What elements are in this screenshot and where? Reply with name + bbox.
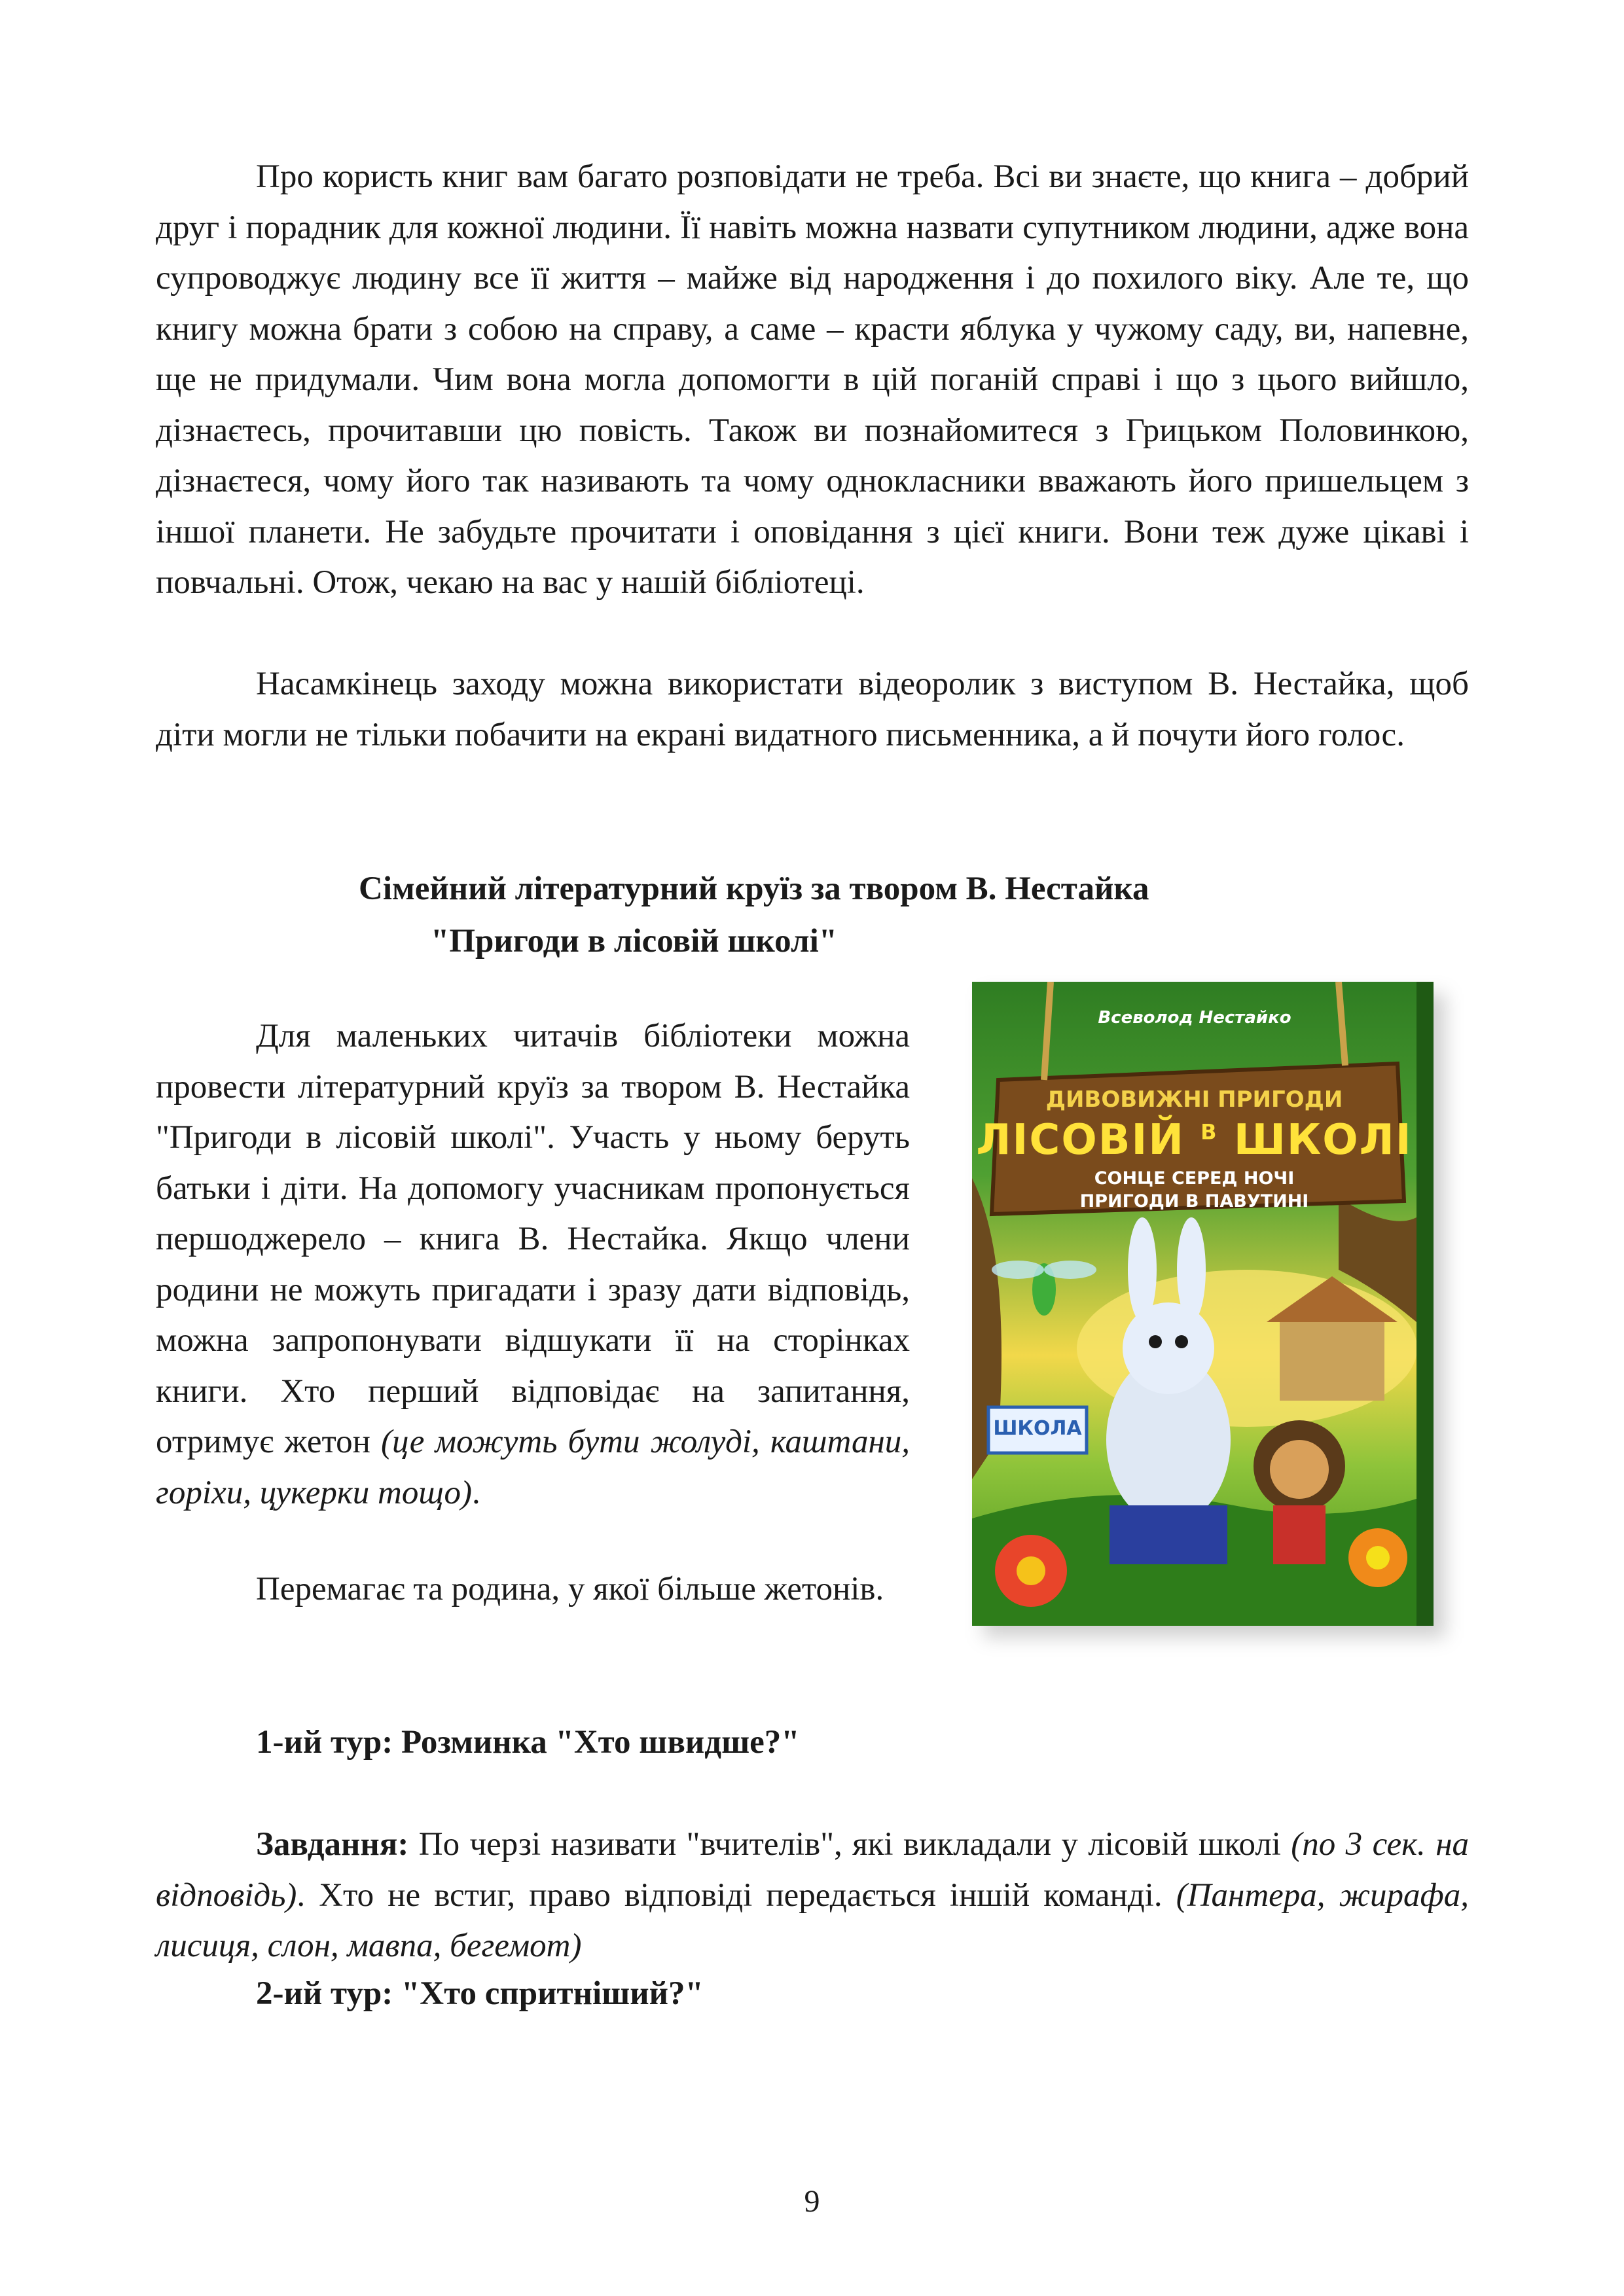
cruise-text: Для маленьких читачів бібліотеки можна провести літературний круїз за твором В. Нестайка "Пригоди в лісовій школі". Участь у ньому беруть батьки і діти. На допомогу учасникам пропонується першоджерело – книга В. Нестайка. Якщо члени родини не можуть пригадати і зразу дати відповідь, можна запропонувати відшукати її на сторінках книги. Хто перший відповідає на запитання, отримує жетон (156, 1018, 910, 1460)
task-italic2: (Пантера, жирафа, лисиця, слон, мавпа, бегемот) (156, 1876, 1469, 1964)
cruise-paragraph (156, 1011, 910, 1518)
task-text1: По черзі називати "вчителів", які викладали у лісовій школі (408, 1826, 1291, 1863)
book-cover-image (972, 982, 1434, 1626)
section-subtitle: "Пригоди в лісовій школі" (431, 923, 838, 960)
cover-title-main (972, 1116, 1416, 1164)
video-paragraph: Насамкінець заходу можна використати відеоролик з виступом В. Нестайка, щоб діти могли не тільки побачити на екрані видатного письменника, а й почути його голос. (156, 666, 1469, 753)
cover-title-top: ДИВОВИЖНІ ПРИГОДИ (1045, 1086, 1343, 1113)
tour2-title: -ий тур: (272, 1975, 401, 2012)
cover-author: Всеволод Нестайко (1098, 1008, 1291, 1028)
cruise-end: . (471, 1474, 480, 1511)
book-cover (972, 982, 1434, 1626)
task-paragraph (156, 1820, 1469, 1972)
page-number: 9 (804, 2184, 820, 2219)
winner-paragraph: Перемагає та родина, у якої більше жетонів. (256, 1571, 884, 1607)
tour2-quote: "Хто спритніший?" (401, 1975, 704, 2012)
tour2-heading (256, 1969, 704, 2019)
cover-publisher: ШКОЛА (993, 1417, 1082, 1440)
cover-title-in: В (1200, 1119, 1218, 1145)
tour2-number: 2 (256, 1975, 273, 2012)
cover-title-word2: ШКОЛІ (1233, 1116, 1413, 1164)
intro-paragraph: Про користь книг вам багато розповідати не треба. Всі ви знаєте, що книга – добрий друг і порадник для кожної людини. Її навіть можна назвати супутником людини, адже вона супроводжує людину все її життя – майже від народження і до похилого віку. Але те, що книгу можна брати з собою на справу, а саме – красти яблука у чужому саду, ви, напевне, ще не придумали. Чим вона могла допомогти в цій поганій справі і що з цього вийшло, дізнаєтесь, прочитавши цю повість. Також ви познайомитеся з Грицьком Половинкою, дізнаєтеся, чому його так називають та чому однокласники вважають його пришельцем з іншої планети. Не забудьте прочитати і оповідання з цієї книги. Вони теж дуже цікаві і повчальні. Отож, чекаю на вас у нашій бібліотеці. (156, 158, 1469, 601)
task-text2: . Хто не встиг, право відповіді передається іншій команді. (297, 1876, 1176, 1914)
section-title: Сімейний літературний круїз за твором В. Нестайка (359, 870, 1149, 907)
cover-subtitle-2: ПРИГОДИ В ПАВУТИНІ (1079, 1191, 1309, 1211)
tour1-title: -ий тур: Розминка (272, 1724, 556, 1761)
tour1-quote: "Хто швидше?" (555, 1724, 800, 1761)
cruise-italic: (це можуть бути жолуді, каштани, горіхи, цукерки тощо) (156, 1424, 910, 1511)
cover-subtitle-1: СОНЦЕ СЕРЕД НОЧІ (1094, 1168, 1295, 1189)
task-label: Завдання: (256, 1826, 409, 1863)
tour1-heading (256, 1717, 800, 1768)
cover-title-word1: ЛІСОВІЙ (976, 1116, 1185, 1164)
cover-illustration (972, 982, 1416, 1626)
tour1-number: 1 (256, 1724, 273, 1761)
task-italic1: (по 3 сек. на відповідь) (156, 1826, 1469, 1914)
